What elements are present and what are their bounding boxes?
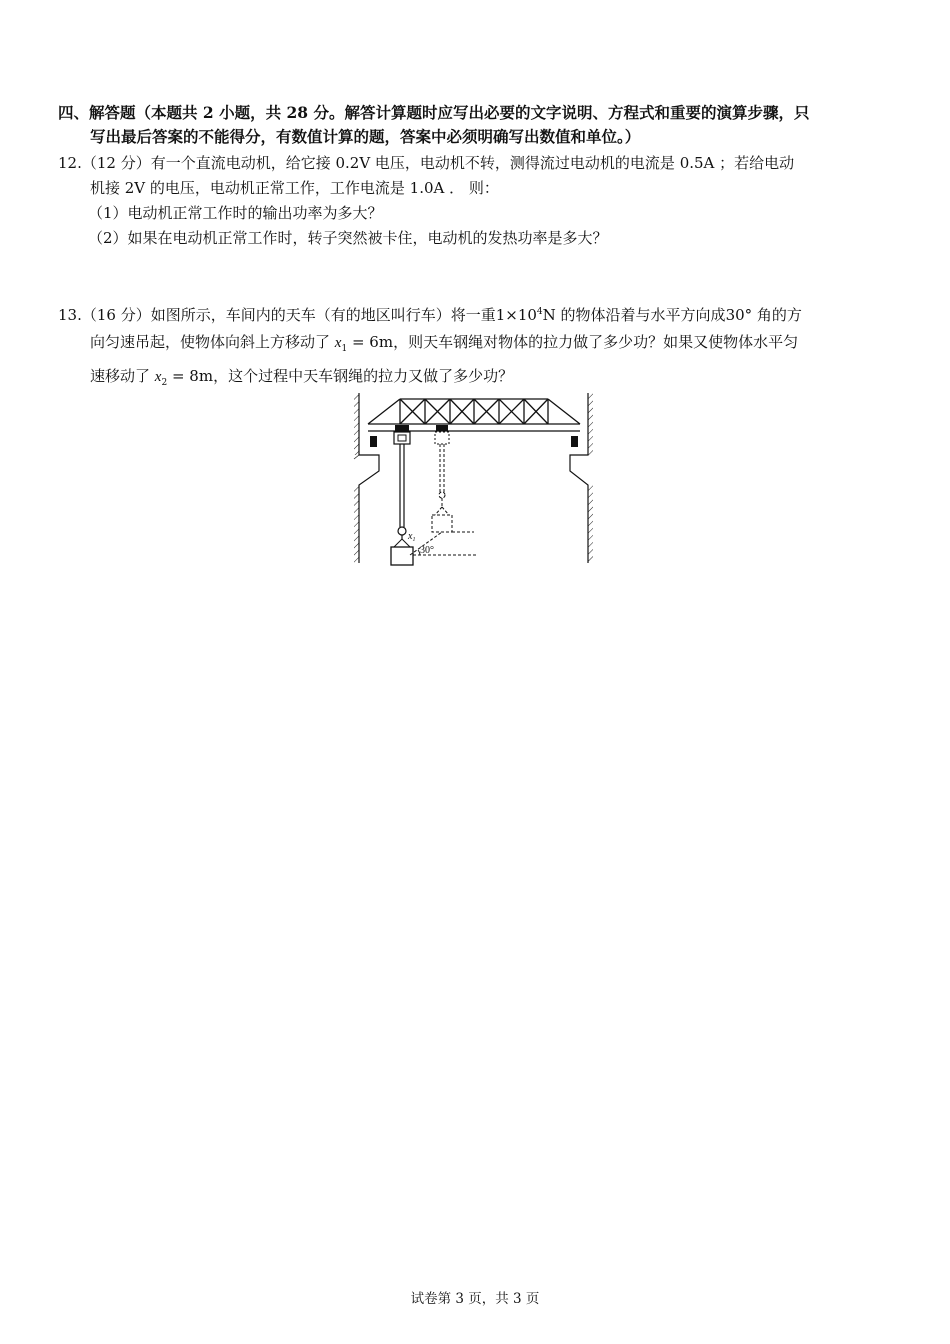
force-value [496,306,556,324]
section-heading-line-1: 四、解答题（本题共 2 小题，共 28 分。解答计算题时应写出必要的文字说明、方程式和重要的演算步骤，只 [58,103,810,122]
left-support [370,436,377,447]
x2-variable: x [154,369,162,385]
question-12-line-2: 机接 2V 的电压，电动机正常工作，工作电流是 1.0A ． 则： [90,179,499,197]
trolley-dashed [435,425,449,444]
x1-label: $x_1$ [408,531,416,543]
right-support [571,436,578,447]
angle-label: 30° [420,545,434,556]
question-12-line-1: 12.（12 分）有一个直流电动机，给它接 0.2V 电压，电动机不转，测得流过电动机的电流是 0.5A ；若给电动 [58,154,795,172]
x1-variable: x [334,335,342,351]
section-heading-line-2: 写出最后答案的不能得分，有数值计算的题，答案中必须明确写出数值和单位。） [90,127,641,146]
angle-value: 30° [725,306,753,324]
question-12 [58,151,878,251]
q13-text-b: 的物体沿着与水平方向成 [555,306,726,324]
trolley-solid [394,425,410,444]
x1-value: = 6m [347,333,394,351]
question-13 [58,299,878,397]
q13-text-f: 速移动了 [90,367,151,385]
question-13-line-2 [58,329,878,363]
x2-subscript: 2 [161,378,168,388]
page-footer: 试卷第 3 页，共 3 页 [410,1291,540,1307]
x1-subscript: 1 [341,344,348,354]
question-12-part-1: （1）电动机正常工作时的输出功率为多大？ [88,204,383,222]
question-12-part-2: （2）如果在电动机正常工作时，转子突然被卡住，电动机的发热功率是多大？ [88,229,608,247]
cable-and-load [391,444,416,565]
q13-text-c: 角的方 [752,306,802,324]
section-heading [58,101,878,149]
force-mantissa: 1×10 [495,306,537,324]
q13-text-a: 13.（16 分）如图所示，车间内的天车（有的地区叫行车）将一重 [58,306,496,324]
force-exponent: 4 [536,307,543,317]
x2-value: = 8m [167,367,214,385]
q13-text-e: ，则天车钢绳对物体的拉力做了多少功？如果又使物体水平匀 [393,333,799,351]
q13-text-d: 向匀速吊起，使物体向斜上方移动了 [90,333,331,351]
force-unit: N [542,306,556,324]
q13-text-g: ，这个过程中天车钢绳的拉力又做了多少功？ [213,367,514,385]
displaced-load-dashed [432,444,474,532]
crane-diagram [350,389,600,569]
question-13-line-1 [58,299,878,329]
